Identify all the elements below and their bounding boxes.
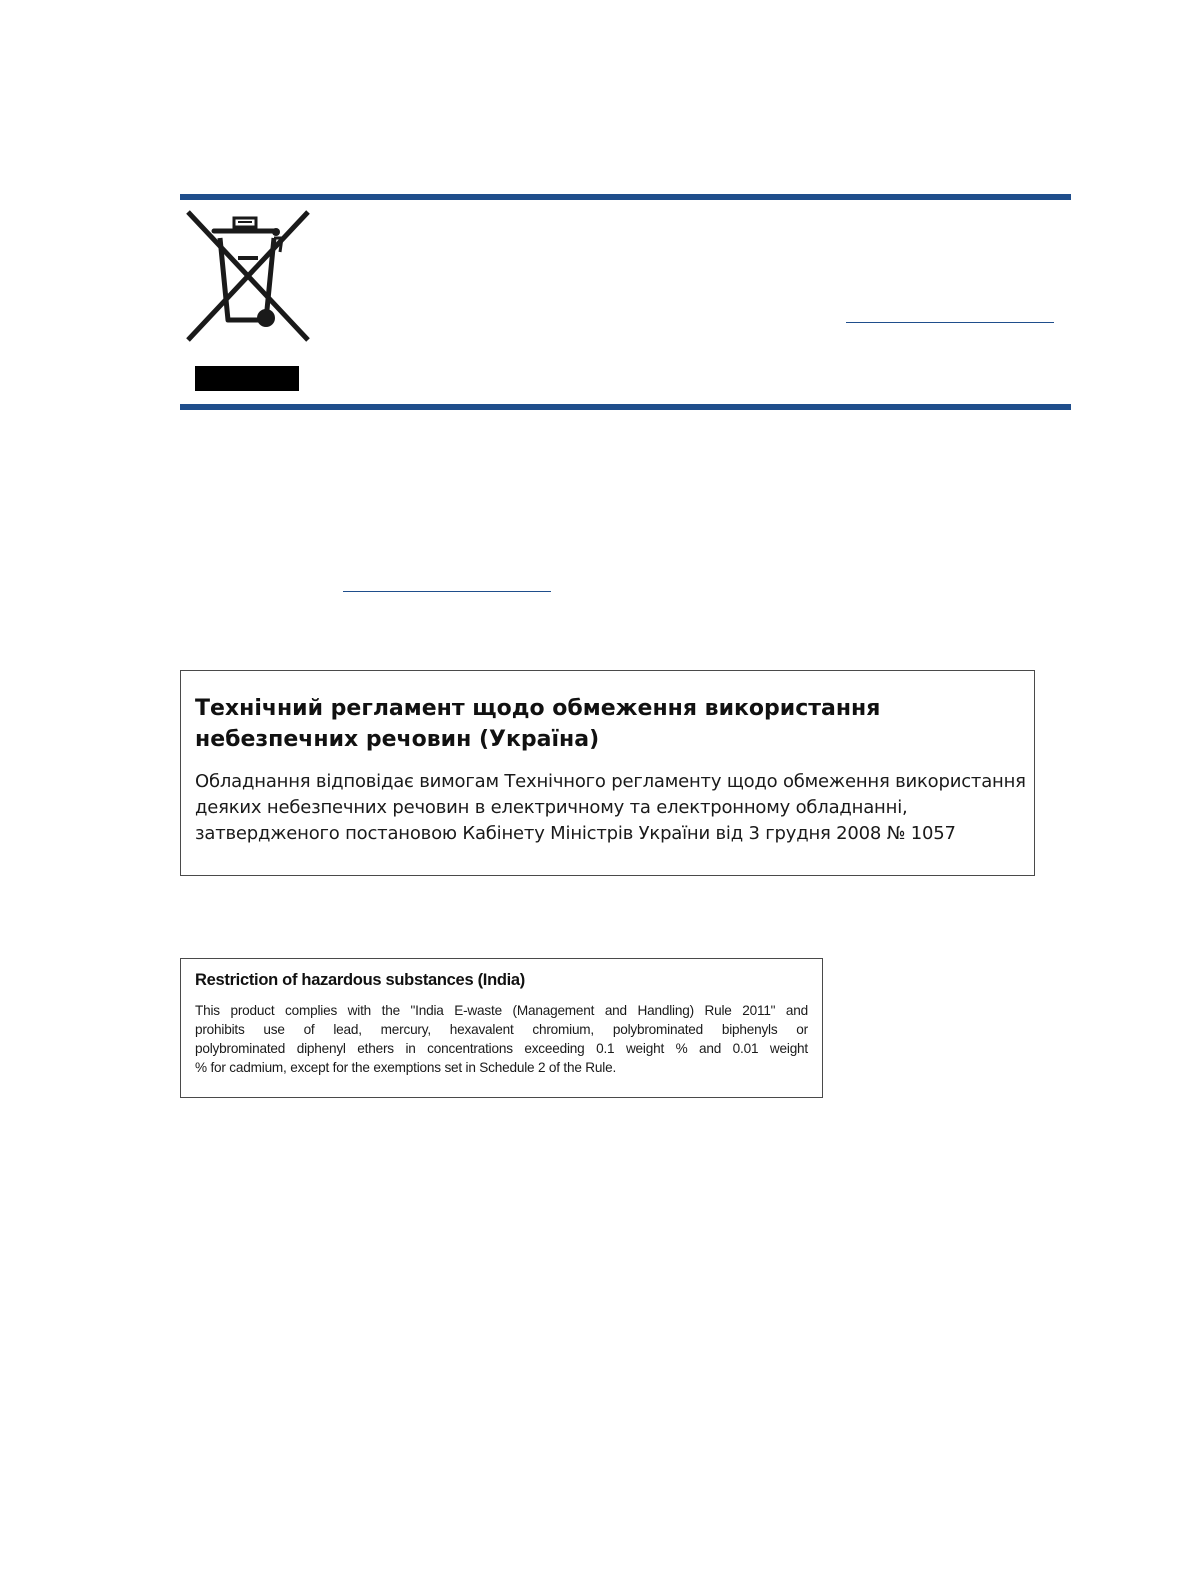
ukraine-rohs-title	[195, 693, 1020, 755]
crossed-out-wheelie-bin-icon	[186, 208, 310, 344]
ukraine-rohs-body-line-1: Обладнання відповідає вимогам Технічного регламенту щодо обмеження використання	[195, 771, 1026, 792]
ukraine-rohs-title-line-2: небезпечних речовин (Україна)	[195, 727, 600, 752]
india-rohs-body-line-3: polybrominated diphenyl ethers in concentrations exceeding 0.1 weight % and 0.01 weight	[195, 1041, 808, 1056]
ukraine-rohs-title-line-1: Технічний регламент щодо обмеження використання	[195, 696, 881, 721]
mid-link-underline[interactable]	[343, 591, 551, 592]
ukraine-rohs-body-line-3: затвердженого постановою Кабінету Міністрів України від 3 грудня 2008 № 1057	[195, 823, 956, 844]
india-rohs-title: Restriction of hazardous substances (India)	[195, 971, 525, 989]
ukraine-rohs-notice	[180, 670, 1035, 876]
india-rohs-notice	[180, 958, 823, 1098]
india-rohs-body-line-4: % for cadmium, except for the exemptions set in Schedule 2 of the Rule.	[195, 1060, 617, 1075]
ukraine-rohs-body-line-2: деяких небезпечних речовин в електричному та електронному обладнанні,	[195, 797, 908, 818]
weee-solid-bar	[195, 366, 299, 391]
weee-bottom-rule	[180, 404, 1071, 410]
india-rohs-body-line-2: prohibits use of lead, mercury, hexavalent chromium, polybrominated biphenyls or	[195, 1022, 808, 1037]
weee-top-rule	[180, 194, 1071, 200]
india-rohs-body-line-1: This product complies with the "India E-waste (Management and Handling) Rule 2011" and	[195, 1003, 808, 1018]
india-rohs-body	[195, 1001, 808, 1077]
weee-link-underline[interactable]	[846, 322, 1054, 323]
ukraine-rohs-body	[195, 769, 1026, 847]
